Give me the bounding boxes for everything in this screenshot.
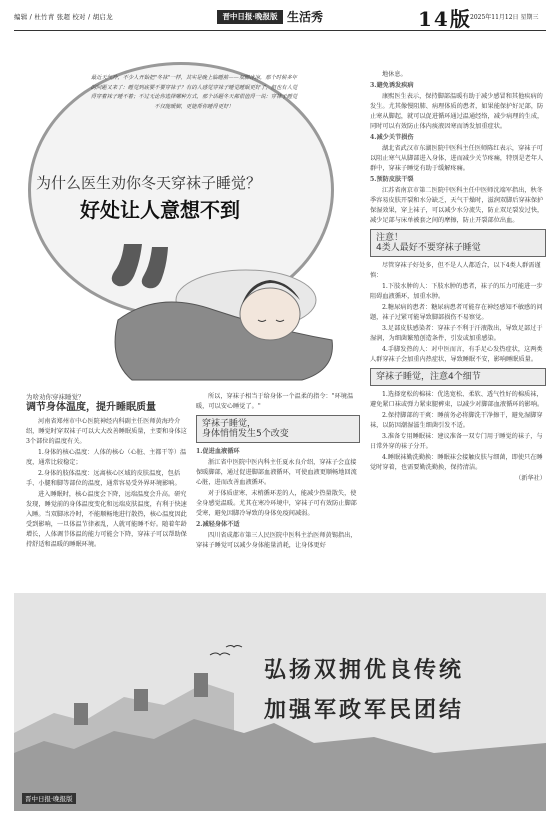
paragraph: 所以，穿袜子相当于给身体一个温柔的指令："环境温暖，可以安心睡觉了。" (196, 393, 354, 410)
paragraph: 2.糖尿病的患者：糖尿病患者可能存在神经感知不敏感的问题，袜子过紧可能导致脚部损伤不易察觉。 (370, 304, 543, 321)
boxed-heading (370, 229, 546, 257)
paragraph: 3.足部皮肤感染者：穿袜子不利于汗液散出，导致足部过于湿润，为细菌繁殖创造条件，引发或加重感染。 (370, 325, 543, 342)
paragraph: 4.手脚发热的人：对中医而言，有手足心发热症状，这两类人群穿袜子会加重内热症状，导致睡眠不安，影响睡眠质量。 (370, 346, 543, 363)
page-number: 14版 (418, 7, 472, 31)
paragraph: 进入睡眠时，核心温度会下降，远端温度会升高。研究发现，睡觉前的身体温度变化和远端皮肤温度，有利于快速入睡。当双脚冰冷时，不能顺畅地进行散热，核心温度因此受到影响，一旦体温节律紊乱，人就可能睡不好。随着年龄增长，人体调节体温的能力可能会下降，穿袜子可以帮助保持舒适和温暖的睡眠环境。 (26, 491, 187, 548)
paragraph: 1.身体的核心温度：人体的核心（心脏、主都干等）温度，通常比较稳定； (26, 449, 187, 466)
slogan-line-2: 加强军政军民团结 (264, 698, 465, 723)
boxed-heading (370, 368, 546, 386)
section-title: 生活秀 (287, 10, 324, 24)
paragraph: 康熙医生表示，保持脚部温暖有助于减少感冒和其他疾病的发生。尤其像慢阻肺、病理体质的患者，如果能保护好足部，防止寒从脚起，就可以促进循环通过温通经络，减少病理的生成，同时可以有效防止体内痰液因寒而诱发加重症状。 (370, 93, 544, 130)
paragraph: 江苏省南京市第二医院中医科主任中医师沈端军指出，秋冬季容易皮肤开裂和水分缺乏，天气干燥时，滋润双脚后穿袜保护保湿效果，穿上袜子，可以减少水分流失，防止双足裂发过快，减少足部与床单被套之间的摩擦，防止开裂部位出血。 (370, 187, 544, 224)
newspaper-logo: 晋中日报·晚报版 (217, 10, 283, 24)
paragraph: 尽管穿袜子好处多，但不是人人都适合，以下4类人群需谨慎： (370, 262, 541, 279)
boxed-heading-line1: 注意！ (376, 233, 404, 243)
header-rule (14, 30, 546, 31)
paragraph: 浙江省中医院中医内科主任夏永良介绍，穿袜子会直接保暖脚部，通过促进脚部血液循环，可使血液更顺畅地回流心脏，进而改善血液循环。 (196, 459, 357, 486)
page-header (0, 0, 560, 44)
public-service-banner (14, 593, 546, 811)
sleeping-child-illustration (14, 52, 342, 382)
paragraph: 4.睡眠袜勤洗勤换：睡眠袜会接触皮肤与细菌，即使只在睡觉时穿着，也需要勤洗勤换，保持清洁。 (370, 454, 543, 471)
boxed-heading-line2: 4类人最好不要穿袜子睡觉 (376, 243, 481, 253)
headline: 为什么医生劝你冬天穿袜子睡觉？ (36, 174, 262, 192)
boxed-heading-line2: 身体悄悄发生5个改变 (202, 429, 289, 439)
subsection-title: 4.减少关节损伤 (370, 134, 414, 141)
hero-illustration (14, 52, 342, 382)
subsection-title: 3.避免诱发疾病 (370, 82, 414, 89)
issue-date: 2025年11月12日 星期三 (470, 14, 539, 21)
section-kicker: 为啥劝你穿袜睡觉？ (26, 393, 85, 401)
socks-icon (112, 244, 168, 288)
paragraph: 2.保持脚部的干爽：睡前务必将脚洗干净擦干，避免湿脚穿袜，以防因潮湿滋生细菌引发不适。 (370, 412, 543, 429)
subsection-title: 2.减轻身体不适 (196, 521, 240, 528)
editor-credits: 编辑 / 杜竹青 张超 校对 / 胡启龙 (14, 13, 113, 21)
paragraph: 河南省郑州市中心医院神经内科副主任医师黄海玲介绍，睡觉时穿双袜子可以大大改善睡眠质量，主要和身体这3个部位的温度有关。 (26, 418, 187, 445)
source-credit: （新华社） (515, 475, 546, 482)
boxed-heading-line1: 穿袜子睡觉， (202, 419, 257, 429)
banner-tag: 晋中日报·晚报版 (22, 793, 76, 804)
paragraph: 四川省成都市第三人民医院中医科主治医师黄锡指出，穿袜子睡觉可以减少身体能量消耗，让身体更好 (196, 532, 357, 549)
paragraph: 对于体质虚寒、末梢循环差的人，能减少热量散失，使全身感觉温暖。尤其在寒冷环境中，穿袜子可有效防止脚部受寒，避免因脚冷导致的身体免疫间减弱。 (196, 490, 357, 517)
paragraph: 2.身体的肢体温度：远离核心区域的皮肤温度，包括手、小腿和脚等部位的温度，通常容易受外界环境影响。 (26, 470, 181, 487)
article-column-c (370, 70, 546, 588)
paragraph: 湖北省武汉市东湖医院中医科主任医师陈红表示，穿袜子可以阻止寒气从脚部进入身体，进而减少关节疼痛，特别是老年人群中，穿袜子睡觉有助于缓解疼痛。 (370, 145, 544, 172)
paragraph: 1.选择宽松的棉袜：优选宽松、柔软、透气性好的棉质袜，避免紧口袜或弹力紧束腿裤束，以减少对脚部血液循环的影响。 (370, 391, 544, 408)
boxed-heading-line1: 穿袜子睡觉，注意4个细节 (376, 372, 481, 382)
article-column-a (26, 392, 190, 588)
section-heading: 调节身体温度，提升睡眠质量 (26, 402, 156, 413)
subsection-title: 5.预防皮肤干裂 (370, 176, 414, 183)
boxed-heading (196, 415, 360, 443)
paragraph: 地休息。 (382, 71, 407, 78)
intro-text: 最近天气冷，不少人开始把"冬袜"一样，其实是晚上临睡前——双脚冰凉，那个时候多年的问题又来了：睡觉到底要不要穿袜子？有的人感觉穿袜子睡觉睡眠更好了，但也有人觉得穿着袜子睡不着；不过无论你选择哪种方式，那个话题冬天都很值得一说：穿袜子睡觉不仅能暖脚，更能帮你睡得更好！ (90, 75, 298, 110)
paragraph: 3.准备专用睡眠袜：建议准备一双专门用于睡觉的袜子，与日常外穿的袜子分开。 (370, 433, 543, 450)
slogan-line-1: 弘扬双拥优良传统 (264, 658, 465, 683)
sub-headline: 好处让人意想不到 (80, 198, 240, 222)
paragraph: 1.下肢水肿的人：下肢水肿的患者，袜子的压力可能进一步阻碍血液循环，加重水肿。 (370, 283, 543, 300)
article-column-b (196, 392, 360, 588)
subsection-title: 1.促进血液循环 (196, 448, 240, 455)
